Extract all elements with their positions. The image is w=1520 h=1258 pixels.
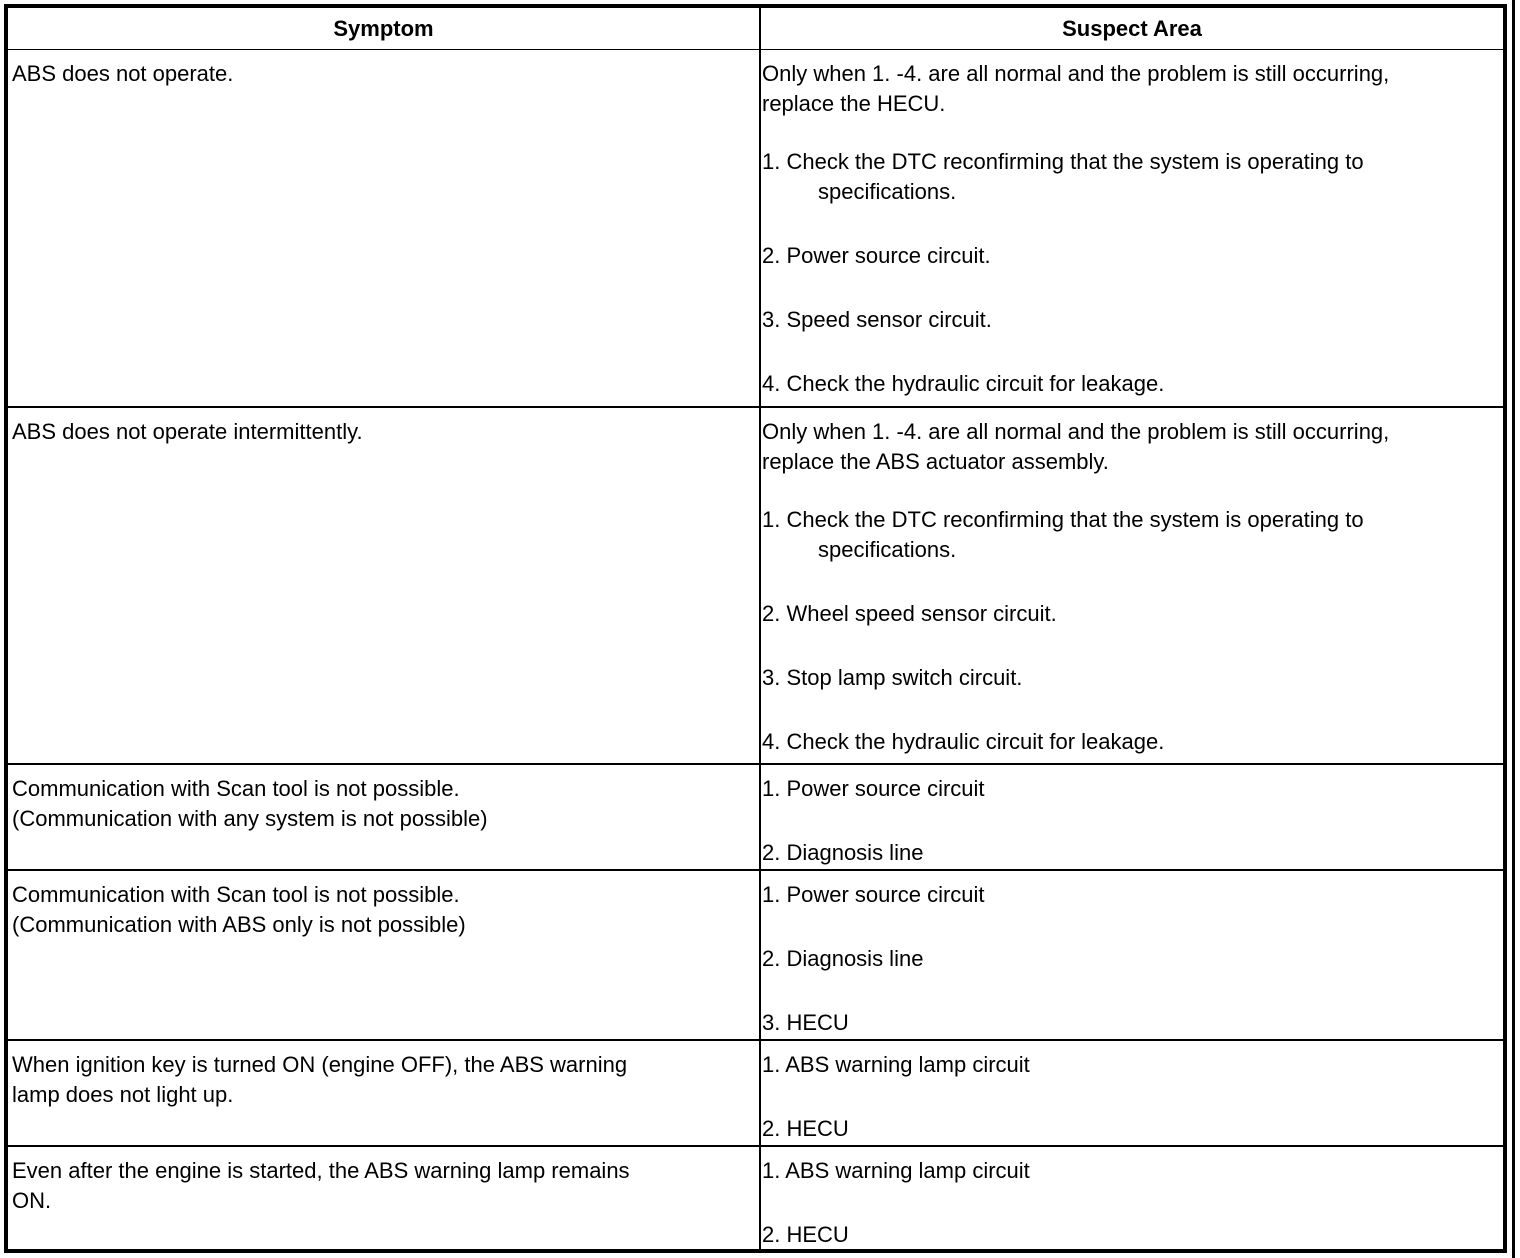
suspect-item: 1. Power source circuit [762,776,985,801]
symptom-text: Communication with Scan tool is not possible. [12,776,460,801]
symptom-cell [12,1147,757,1216]
symptom-text: lamp does not light up. [12,1082,234,1107]
suspect-area-cell [762,871,1498,1038]
symptom-cell [12,408,757,447]
suspect-area-cell [762,1147,1498,1250]
suspect-area-cell [762,1041,1498,1144]
symptom-cell [12,1041,757,1110]
symptom-text: ABS does not operate. [12,61,234,86]
symptom-text: (Communication with ABS only is not possible) [12,912,466,937]
suspect-item: 1. Power source circuit [762,882,985,907]
symptom-cell [12,50,757,89]
symptom-text: ON. [12,1188,52,1213]
symptom-cell [12,765,757,834]
suspect-area-cell [762,50,1498,399]
symptom-text: ABS does not operate intermittently. [12,419,363,444]
suspect-item: 1. Check the DTC reconfirming that the system is operating to specifications. [762,507,1364,562]
suspect-item: 2. Power source circuit. [762,243,991,268]
suspect-item: 3. Stop lamp switch circuit. [762,665,1023,690]
suspect-intro: Only when 1. -4. are all normal and the problem is still occurring, [762,419,1390,444]
suspect-item: 2. Diagnosis line [762,946,924,971]
symptom-text: Even after the engine is started, the ABS warning lamp remains [12,1158,630,1183]
suspect-area-cell [762,765,1498,868]
suspect-item: 4. Check the hydraulic circuit for leakage. [762,729,1165,754]
suspect-item: 2. HECU [762,1116,849,1141]
suspect-intro: replace the HECU. [762,91,946,116]
table-row [8,1145,1503,1249]
symptom-text: (Communication with any system is not possible) [12,806,488,831]
suspect-item: 3. Speed sensor circuit. [762,307,992,332]
table-header-row [8,8,1503,49]
suspect-area-cell [762,408,1498,757]
table-row [8,49,1503,406]
suspect-item: 2. HECU [762,1222,849,1247]
header-symptom: Symptom [333,16,434,41]
troubleshooting-table [4,4,1507,1253]
symptom-cell [12,871,757,940]
suspect-item: 2. Wheel speed sensor circuit. [762,601,1057,626]
suspect-item: 1. Check the DTC reconfirming that the system is operating to specifications. [762,149,1364,204]
suspect-item: 1. ABS warning lamp circuit [762,1158,1030,1183]
table-row [8,406,1503,763]
suspect-item: 3. HECU [762,1010,849,1035]
table-row [8,1039,1503,1145]
symptom-text: When ignition key is turned ON (engine OFF), the ABS warning [12,1052,628,1077]
table-row [8,869,1503,1039]
suspect-intro: Only when 1. -4. are all normal and the problem is still occurring, [762,61,1390,86]
scan-edge-line [1512,0,1515,1258]
symptom-text: Communication with Scan tool is not possible. [12,882,460,907]
suspect-intro: replace the ABS actuator assembly. [762,449,1109,474]
suspect-item: 2. Diagnosis line [762,840,924,865]
suspect-item: 1. ABS warning lamp circuit [762,1052,1030,1077]
header-suspect-area: Suspect Area [1062,16,1202,41]
table-row [8,763,1503,869]
suspect-item: 4. Check the hydraulic circuit for leakage. [762,371,1165,396]
